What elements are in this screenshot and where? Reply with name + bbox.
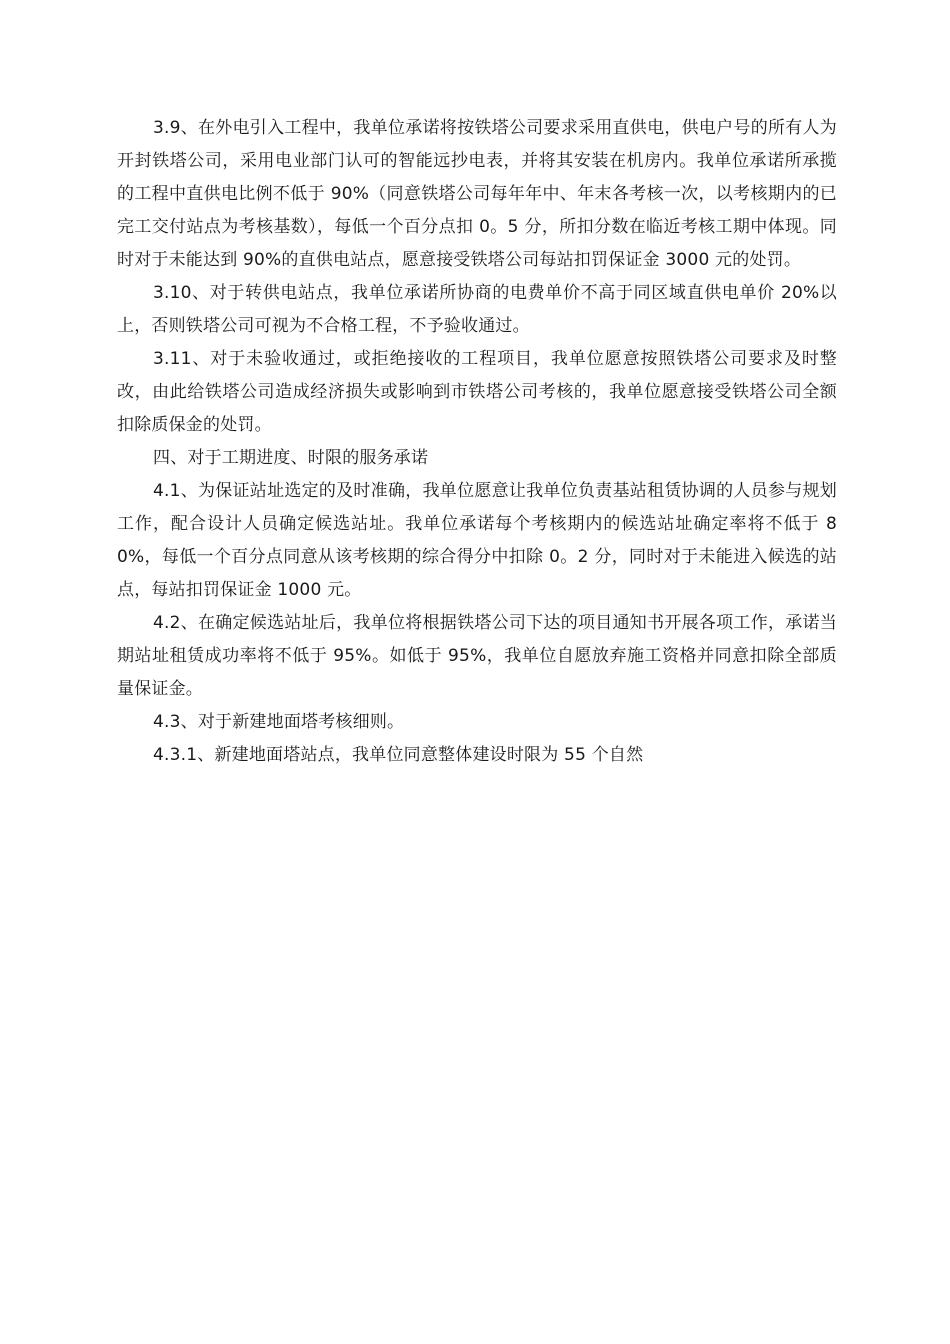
paragraph-3-10: 3.10、对于转供电站点，我单位承诺所协商的电费单价不高于同区域直供电单价 20%以上，否则铁塔公司可视为不合格工程，不予验收通过。 — [117, 283, 837, 336]
paragraph-4-3: 4.3、对于新建地面塔考核细则。 — [153, 712, 405, 732]
paragraph-3-11: 3.11、对于未验收通过，或拒绝接收的工程项目，我单位愿意按照铁塔公司要求及时整改，由此给铁塔公司造成经济损失或影响到市铁塔公司考核的，我单位愿意接受铁塔公司全额扣除质保金的处罚。 — [117, 349, 837, 435]
document-body — [117, 112, 837, 772]
paragraph-4-1: 4.1、为保证站址选定的及时准确，我单位愿意让我单位负责基站租赁协调的人员参与规划工作，配合设计人员确定候选站址。我单位承诺每个考核期内的候选站址确定率将不低于 80%，每低一个百分点同意从该考核期的综合得分中扣除 0。2 分，同时对于未能进入候选的站点，每站扣罚保证金 1000 元。 — [117, 481, 837, 600]
paragraph-3-9: 3.9、在外电引入工程中，我单位承诺将按铁塔公司要求采用直供电，供电户号的所有人为开封铁塔公司，采用电业部门认可的智能远抄电表，并将其安装在机房内。我单位承诺所承揽的工程中直供电比例不低于 90%（同意铁塔公司每年年中、年末各考核一次，以考核期内的已完工交付站点为考核基数），每低一个百分点扣 0。5 分，所扣分数在临近考核工期中体现。同时对于未能达到 90%的直供电站点，愿意接受铁塔公司每站扣罚保证金 3000 元的处罚。 — [117, 118, 837, 270]
paragraph-4-3-1: 4.3.1、新建地面塔站点，我单位同意整体建设时限为 55 个自然 — [153, 745, 644, 765]
section-heading-4: 四、对于工期进度、时限的服务承诺 — [153, 448, 429, 468]
paragraph-4-2: 4.2、在确定候选站址后，我单位将根据铁塔公司下达的项目通知书开展各项工作，承诺当期站址租赁成功率将不低于 95%。如低于 95%，我单位自愿放弃施工资格并同意扣除全部质量保证金。 — [117, 613, 837, 699]
